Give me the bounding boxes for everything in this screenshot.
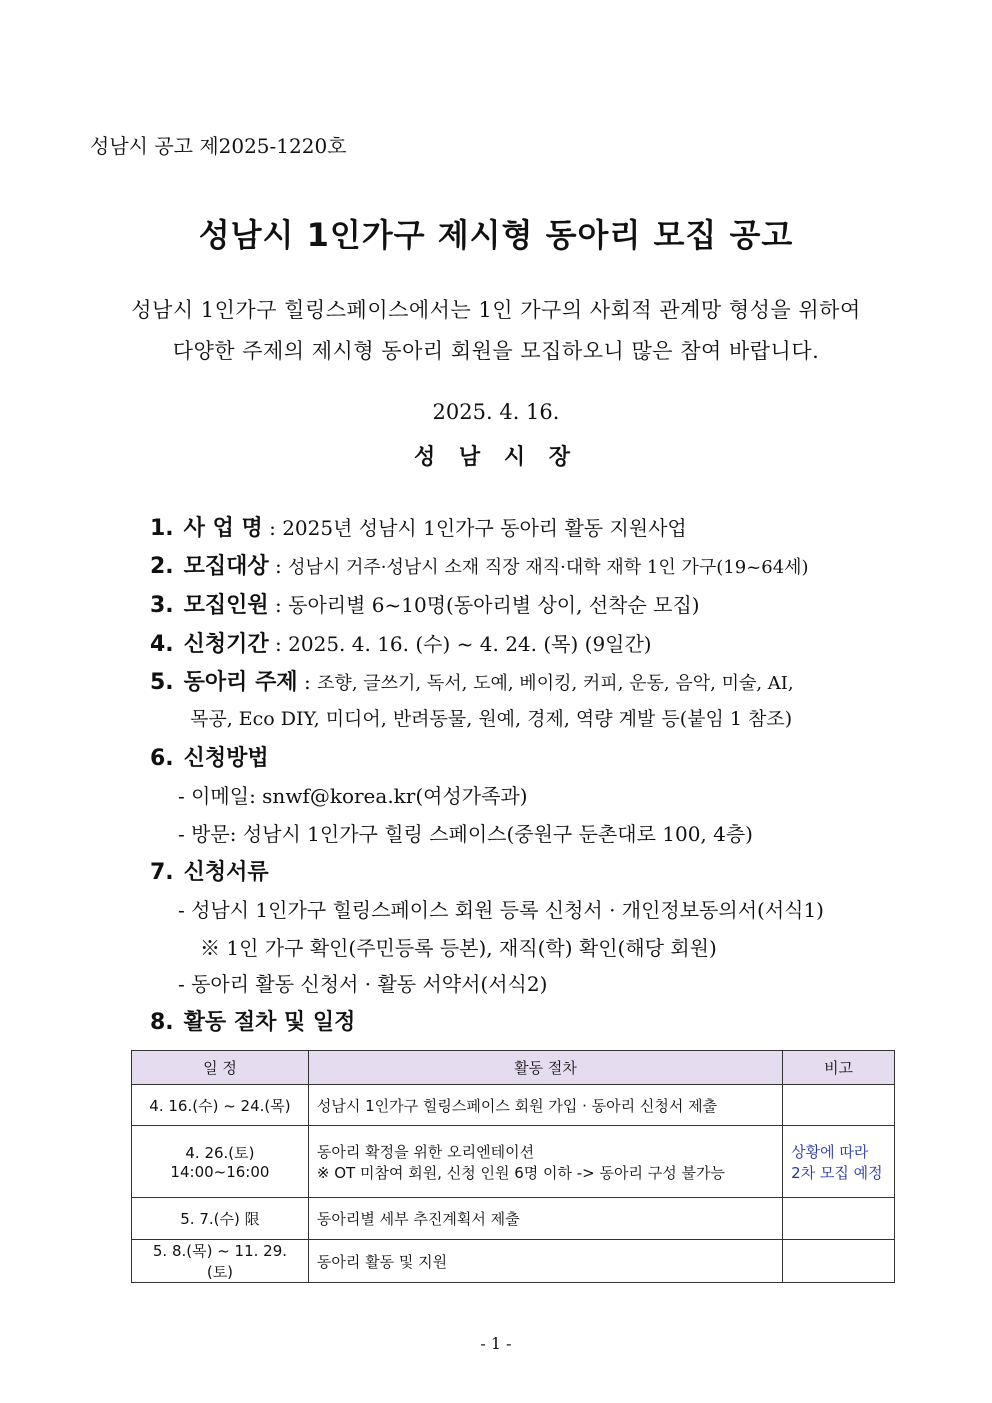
cell-procedure: 동아리 확정을 위한 오리엔테이션 ※ OT 미참여 회원, 신청 인원 6명 이하 -> 동아리 구성 불가능 — [308, 1126, 782, 1198]
cell-procedure: 동아리별 세부 추진계획서 제출 — [308, 1198, 782, 1240]
topics-continued: 목공, Eco DIY, 미디어, 반려동물, 원예, 경제, 역량 계발 등(붙임 1 참조) — [190, 708, 793, 730]
item-separator: : — [268, 593, 289, 617]
cell-remarks — [783, 1198, 895, 1240]
item-number: 2. — [150, 554, 174, 579]
item-text: 동아리별 6~10명(동아리별 상이, 선착순 모집) — [288, 593, 700, 617]
item-separator: : — [268, 632, 289, 656]
item-text: 2025. 4. 16. (수) ~ 4. 24. (목) (9일간) — [288, 632, 652, 656]
item-documents — [150, 855, 269, 886]
header-procedure: 활동 절차 — [308, 1051, 782, 1085]
cell-remarks — [783, 1240, 895, 1283]
intro-line-1: 성남시 1인가구 힐링스페이스에서는 1인 가구의 사회적 관계망 형성을 위하여 — [131, 298, 861, 322]
cell-date: 4. 26.(토) 14:00~16:00 — [132, 1126, 309, 1198]
item-label: 모집인원 — [183, 593, 269, 618]
table-row — [132, 1085, 895, 1126]
issuer: 성 남 시 장 — [414, 444, 578, 470]
cell-procedure: 동아리 활동 및 지원 — [308, 1240, 782, 1283]
item-number: 6. — [150, 746, 174, 771]
document-title: 성남시 1인가구 제시형 동아리 모집 공고 — [198, 216, 794, 254]
item-number: 3. — [150, 593, 174, 618]
cell-remarks — [783, 1085, 895, 1126]
document-form-2: - 동아리 활동 신청서 · 활동 서약서(서식2) — [178, 972, 548, 996]
item-label: 동아리 주제 — [183, 670, 298, 695]
item-separator: : — [262, 516, 283, 540]
table-row — [132, 1240, 895, 1283]
cell-remarks: 상황에 따라 2차 모집 예정 — [783, 1126, 895, 1198]
apply-email: - 이메일: snwf@korea.kr(여성가족과) — [178, 784, 528, 808]
table-row — [132, 1126, 895, 1198]
table-row — [132, 1198, 895, 1240]
item-separator: : — [297, 670, 318, 694]
item-label: 사 업 명 — [183, 516, 263, 541]
header-schedule: 일 정 — [132, 1051, 309, 1085]
item-headcount — [150, 588, 700, 619]
item-text: 2025년 성남시 1인가구 동아리 활동 지원사업 — [282, 516, 687, 540]
item-period — [150, 627, 652, 658]
item-number: 5. — [150, 670, 174, 695]
item-number: 7. — [150, 860, 174, 885]
notice-number: 성남시 공고 제2025-1220호 — [90, 134, 347, 158]
cell-date: 5. 8.(목) ~ 11. 29.(토) — [132, 1240, 309, 1283]
cell-date: 4. 16.(수) ~ 24.(목) — [132, 1085, 309, 1126]
item-text: 조향, 글쓰기, 독서, 도예, 베이킹, 커피, 운동, 음악, 미술, AI, — [317, 673, 794, 694]
item-apply-method — [150, 741, 269, 772]
item-number: 1. — [150, 516, 174, 541]
document-note: ※ 1인 가구 확인(주민등록 등본), 재직(학) 확인(해당 회원) — [200, 936, 717, 960]
item-business-name — [150, 511, 687, 542]
intro-line-2: 다양한 주제의 제시형 동아리 회원을 모집하오니 많은 참여 바랍니다. — [172, 339, 820, 363]
notice-date: 2025. 4. 16. — [432, 400, 560, 424]
apply-visit: - 방문: 성남시 1인가구 힐링 스페이스(중원구 둔촌대로 100, 4층) — [178, 822, 753, 846]
item-target — [150, 549, 809, 580]
item-text: 성남시 거주·성남시 소재 직장 재직·대학 재학 1인 가구(19~64세) — [288, 557, 809, 578]
item-schedule — [150, 1005, 355, 1036]
item-topics — [150, 665, 794, 696]
cell-procedure: 성남시 1인가구 힐링스페이스 회원 가입 · 동아리 신청서 제출 — [308, 1085, 782, 1126]
table-header-row — [132, 1051, 895, 1085]
item-label: 활동 절차 및 일정 — [183, 1010, 356, 1035]
schedule-table — [131, 1050, 895, 1283]
document-form-1: - 성남시 1인가구 힐링스페이스 회원 등록 신청서 · 개인정보동의서(서식1) — [178, 898, 824, 922]
item-label: 신청방법 — [183, 746, 269, 771]
header-remarks: 비고 — [783, 1051, 895, 1085]
item-label: 신청기간 — [183, 632, 269, 657]
item-label: 신청서류 — [183, 860, 269, 885]
page-number: - 1 - — [480, 1334, 512, 1353]
item-separator: : — [268, 554, 289, 578]
cell-date: 5. 7.(수) 限 — [132, 1198, 309, 1240]
item-label: 모집대상 — [183, 554, 269, 579]
item-number: 8. — [150, 1010, 174, 1035]
item-number: 4. — [150, 632, 174, 657]
